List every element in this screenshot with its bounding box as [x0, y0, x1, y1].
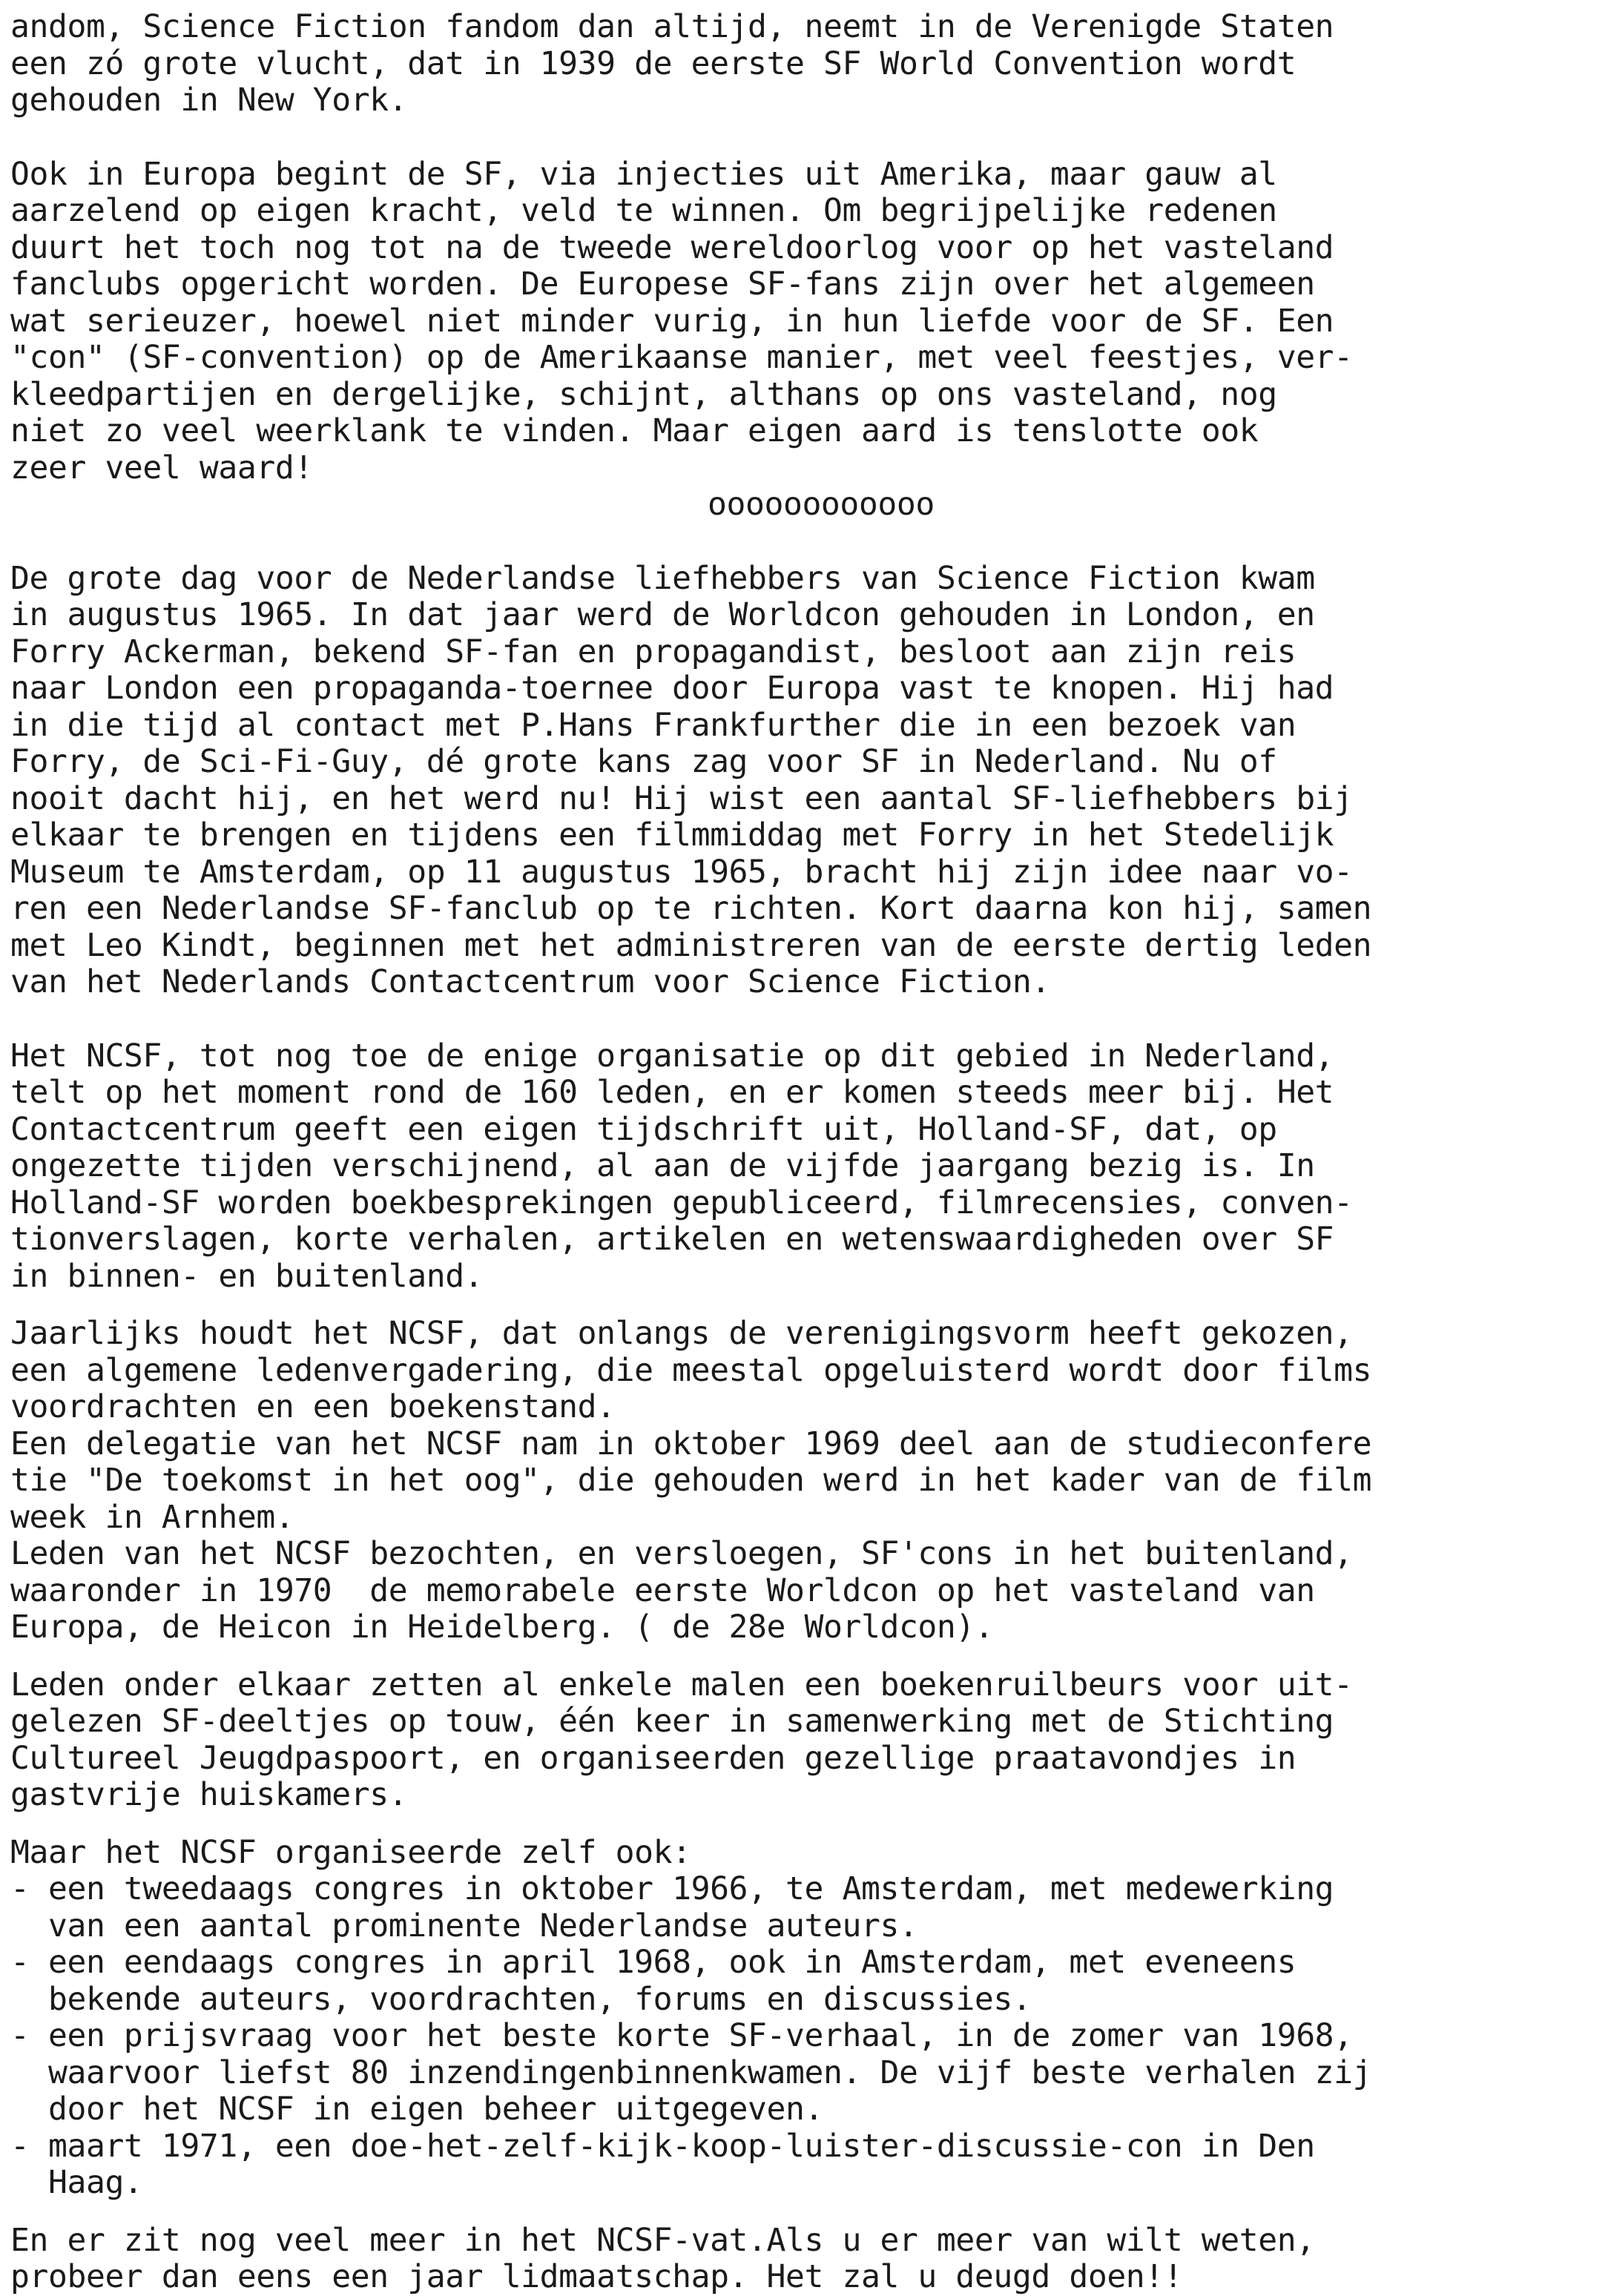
text-line: tie "De toekomst in het oog", die gehouden werd in het kader van de film — [10, 1462, 1372, 1499]
text-line: En er zit nog veel meer in het NCSF-vat.Als u er meer van wilt weten, — [10, 2221, 1315, 2259]
section-separator: oooooooooooo — [708, 486, 935, 523]
text-line: Jaarlijks houdt het NCSF, dat onlangs de verenigingsvorm heeft gekozen, — [10, 1315, 1353, 1352]
text-line: Haag. — [10, 2164, 143, 2201]
paragraph — [10, 1667, 1611, 1814]
text-line: in die tijd al contact met P.Hans Frankfurther die in een bezoek van — [10, 706, 1297, 744]
text-line: wat serieuzer, hoewel niet minder vurig, in hun liefde voor de SF. Een — [10, 302, 1334, 340]
text-line: elkaar te brengen en tijdens een filmmiddag met Forry in het Stedelijk — [10, 817, 1334, 854]
text-line: van het Nederlands Contactcentrum voor Science Fiction. — [10, 963, 1050, 1000]
text-line: niet zo veel weerklank te vinden. Maar eigen aard is tenslotte ook — [10, 412, 1259, 449]
text-line: ren een Nederlandse SF-fanclub op te richten. Kort daarna kon hij, samen — [10, 890, 1372, 927]
paragraph-gap — [10, 119, 1611, 156]
text-line: - een eendaags congres in april 1968, ook in Amsterdam, met eveneens — [10, 1944, 1297, 1981]
text-line: gehouden in New York. — [10, 82, 408, 119]
paragraph-gap — [10, 2202, 1611, 2223]
text-line: in binnen- en buitenland. — [10, 1257, 484, 1295]
text-line: Cultureel Jeugdpaspoort, en organiseerden gezellige praatavondjes in — [10, 1739, 1297, 1777]
text-line: probeer dan eens een jaar lidmaatschap. Het zal u deugd doen!! — [10, 2258, 1183, 2295]
text-line: ongezette tijden verschijnend, al aan de vijfde jaargang bezig is. In — [10, 1147, 1315, 1184]
text-line: Leden van het NCSF bezochten, en versloegen, SF'cons in het buitenland, — [10, 1535, 1353, 1572]
text-line: bekende auteurs, voordrachten, forums en discussies. — [10, 1980, 1032, 2018]
text-line: waarvoor liefst 80 inzendingenbinnenkwamen. De vijf beste verhalen zij — [10, 2053, 1372, 2091]
text-line: - een prijsvraag voor het beste korte SF-verhaal, in de zomer van 1968, — [10, 2017, 1353, 2054]
paragraph — [10, 1038, 1611, 1296]
paragraph — [10, 561, 1611, 1001]
text-line: Museum te Amsterdam, op 11 augustus 1965, bracht hij zijn idee naar vo- — [10, 853, 1353, 891]
text-line: - maart 1971, een doe-het-zelf-kijk-koop-luister-discussie-con in Den — [10, 2127, 1315, 2165]
paragraph-gap — [10, 1814, 1611, 1835]
text-line: Forry Ackerman, bekend SF-fan en propagandist, besloot aan zijn reis — [10, 633, 1297, 670]
paragraph — [10, 9, 1611, 119]
text-line: voordrachten en een boekenstand. — [10, 1388, 616, 1425]
text-line: duurt het toch nog tot na de tweede wereldoorlog voor op het vasteland — [10, 228, 1334, 266]
text-line: "con" (SF-convention) op de Amerikaanse manier, met veel feestjes, ver- — [10, 339, 1353, 376]
paragraph — [10, 156, 1611, 487]
text-line: nooit dacht hij, en het werd nu! Hij wist een aantal SF-liefhebbers bij — [10, 779, 1353, 817]
paragraph — [10, 2223, 1611, 2296]
paragraph — [10, 1316, 1611, 1646]
text-line: Contactcentrum geeft een eigen tijdschrift uit, Holland-SF, dat, op — [10, 1110, 1277, 1148]
text-line: door het NCSF in eigen beheer uitgegeven. — [10, 2091, 823, 2128]
text-line: een algemene ledenvergadering, die meestal opgeluisterd wordt door films — [10, 1351, 1372, 1389]
text-line: telt op het moment rond de 160 leden, en er komen steeds meer bij. Het — [10, 1074, 1334, 1111]
text-line: Ook in Europa begint de SF, via injecties uit Amerika, maar gauw al — [10, 155, 1277, 193]
text-line: week in Arnhem. — [10, 1498, 294, 1536]
text-line: naar London een propaganda-toernee door Europa vast te knopen. Hij had — [10, 670, 1334, 707]
text-line: Europa, de Heicon in Heidelberg. ( de 28e Worldcon). — [10, 1609, 994, 1646]
text-line: De grote dag voor de Nederlandse liefhebbers van Science Fiction kwam — [10, 559, 1315, 597]
text-line: waaronder in 1970 de memorabele eerste Worldcon op het vasteland van — [10, 1571, 1315, 1609]
text-line: een zó grote vlucht, dat in 1939 de eerste SF World Convention wordt — [10, 44, 1297, 82]
paragraph-gap — [10, 1001, 1611, 1038]
text-line: Een delegatie van het NCSF nam in oktober 1969 deel aan de studieconfere — [10, 1425, 1372, 1462]
text-line: tionverslagen, korte verhalen, artikelen en wetenswaardigheden over SF — [10, 1221, 1334, 1258]
text-line: gelezen SF-deeltjes op touw, één keer in samenwerking met de Stichting — [10, 1703, 1334, 1740]
paragraph-gap — [10, 1295, 1611, 1316]
text-line: fanclubs opgericht worden. De Europese SF-fans zijn over het algemeen — [10, 265, 1315, 303]
text-line: gastvrije huiskamers. — [10, 1776, 408, 1813]
text-line: zeer veel waard! — [10, 449, 313, 486]
text-line: Het NCSF, tot nog toe de enige organisatie op dit gebied in Nederland, — [10, 1037, 1334, 1075]
text-line: andom, Science Fiction fandom dan altijd, neemt in de Verenigde Staten — [10, 8, 1334, 45]
text-line: Leden onder elkaar zetten al enkele malen een boekenruilbeurs voor uit- — [10, 1666, 1353, 1703]
text-line: aarzelend op eigen kracht, veld te winnen. Om begrijpelijke redenen — [10, 192, 1277, 229]
paragraph-gap — [10, 524, 1611, 561]
text-line: Forry, de Sci-Fi-Guy, dé grote kans zag voor SF in Nederland. Nu of — [10, 743, 1277, 780]
text-line: kleedpartijen en dergelijke, schijnt, althans op ons vasteland, nog — [10, 375, 1277, 413]
text-line: van een aantal prominente Nederlandse auteurs. — [10, 1907, 918, 1944]
text-line: met Leo Kindt, beginnen met het administreren van de eerste dertig leden — [10, 926, 1372, 964]
text-line: - een tweedaags congres in oktober 1966, te Amsterdam, met medewerking — [10, 1870, 1334, 1907]
paragraph-gap — [10, 1646, 1611, 1667]
paragraph — [10, 1835, 1611, 2202]
text-line: Maar het NCSF organiseerde zelf ook: — [10, 1833, 691, 1871]
text-line: Holland-SF worden boekbesprekingen gepubliceerd, filmrecensies, conven- — [10, 1184, 1353, 1221]
text-line: in augustus 1965. In dat jaar werd de Worldcon gehouden in London, en — [10, 596, 1315, 633]
